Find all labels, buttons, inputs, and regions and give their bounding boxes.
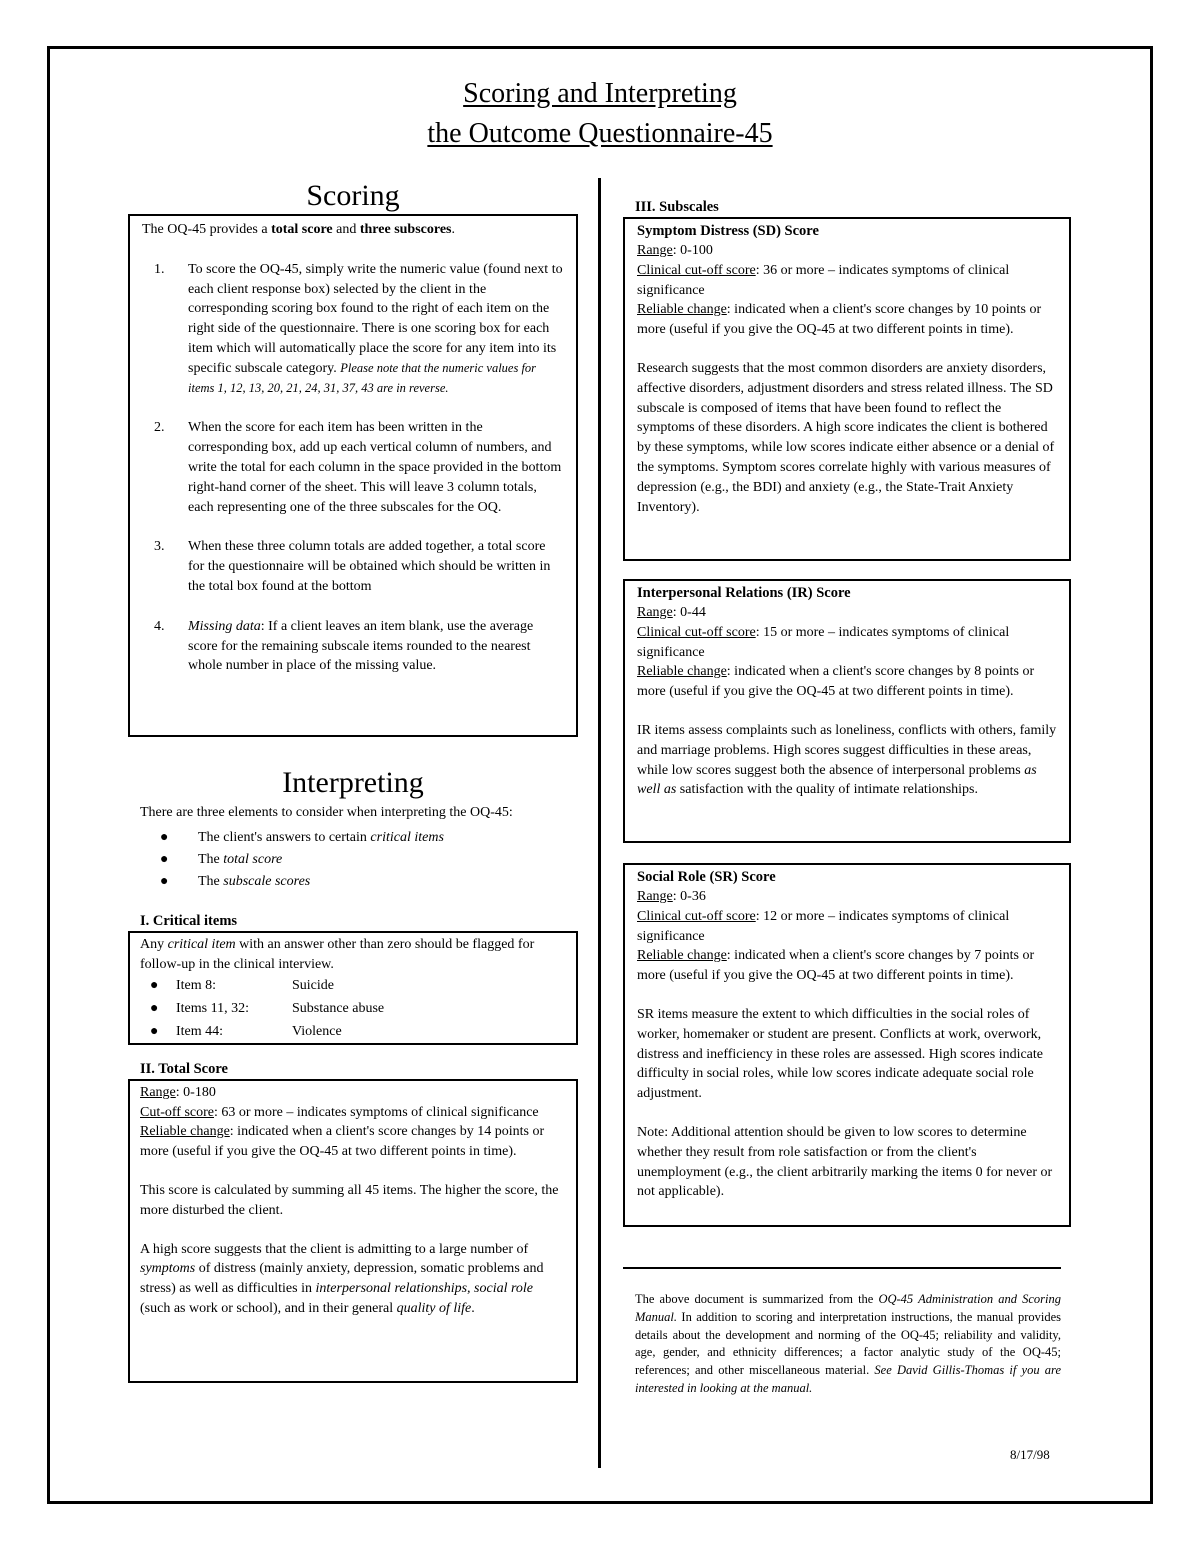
- sr-cutoff: Clinical cut-off score: 12 or more – indicates symptoms of clinical significance: [637, 908, 1010, 944]
- scoring-step: 1. To score the OQ-45, simply write the numeric value (found next to each client response box) selected by the client in the corresponding scoring box found to the right of each item on the right side of the questionnaire. There is one scoring box for each item which will automatically place the score for any item into its specific subscale category. Please note that the numeric values for items 1, 12, 13, 20, 21, 24, 31, 37, 43 are in reverse.: [154, 261, 563, 395]
- ir-cutoff: Clinical cut-off score: 15 or more – indicates symptoms of clinical significance: [637, 624, 1010, 660]
- interpreting-bullets: [128, 827, 578, 893]
- scoring-step: 3. When these three column totals are added together, a total score for the questionnaire will be obtained which should be written in the total box found at the bottom: [154, 539, 551, 594]
- sr-range: Range: 0-36: [637, 889, 706, 904]
- left-column: [128, 178, 578, 1383]
- total-paragraph-1: This score is calculated by summing all 45 items. The higher the score, the more disturbed the client.: [140, 1182, 559, 1218]
- sd-reliable-change: Reliable change: indicated when a client's score changes by 10 points or more (useful if you give the OQ-45 at two different points in time).: [637, 302, 1042, 338]
- ir-paragraph: IR items assess complaints such as loneliness, conflicts with others, family and marriage problems. High scores suggest difficulties in these areas, while low scores suggest both the absence of interpersonal problems as well as satisfaction with the quality of intimate relationships.: [637, 722, 1057, 798]
- critical-item-row: ● Item 44: Violence: [150, 1024, 342, 1040]
- ir-title: Interpersonal Relations (IR) Score: [637, 585, 851, 601]
- interpreting-intro: There are three elements to consider when interpreting the OQ-45:: [140, 805, 513, 820]
- sd-range: Range: 0-100: [637, 243, 713, 258]
- interpreting-heading: Interpreting: [282, 766, 424, 799]
- sr-reliable-change: Reliable change: indicated when a client's score changes by 7 points or more (useful if you give the OQ-45 at two different points in time).: [637, 948, 1035, 984]
- total-score-heading: II. Total Score: [140, 1060, 228, 1077]
- scoring-steps: [142, 260, 564, 676]
- title-line-2: the Outcome Questionnaire-45: [427, 118, 773, 149]
- list-item: ● The subscale scores: [160, 873, 311, 889]
- list-item: ● The client's answers to certain critical items: [160, 829, 444, 845]
- sr-paragraph-1: SR items measure the extent to which difficulties in the social roles of worker, homemaker or student are present. Conflicts at work, overwork, distress and inefficiency in these roles are assessed. High scores indicate difficulty in social roles, while low scores indicate adequate social role adjustment.: [637, 1006, 1043, 1102]
- column-divider: [598, 178, 601, 1468]
- ir-range: Range: 0-44: [637, 605, 706, 620]
- ir-reliable-change: Reliable change: indicated when a client's score changes by 8 points or more (useful if you give the OQ-45 at two different points in time).: [637, 664, 1035, 700]
- sd-score-box: [623, 217, 1071, 561]
- ir-score-box: [623, 579, 1071, 843]
- critical-heading: I. Critical items: [140, 912, 238, 929]
- sr-paragraph-2: Note: Additional attention should be given to low scores to determine whether they result from role satisfaction or from the client's unemployment (e.g., the client arbitrarily marking the items 0 for never or not applicable).: [637, 1124, 1053, 1200]
- footnote-separator: [623, 1267, 1061, 1269]
- critical-items-box: [128, 931, 578, 1045]
- sr-title: Social Role (SR) Score: [637, 869, 776, 885]
- subscales-heading: III. Subscales: [635, 199, 719, 215]
- total-cutoff: Cut-off score: 63 or more – indicates symptoms of clinical significance: [140, 1104, 539, 1120]
- critical-intro: Any critical item with an answer other than zero should be flagged for follow-up in the clinical interview.: [140, 936, 535, 972]
- critical-item-row: ● Items 11, 32: Substance abuse: [150, 1001, 385, 1017]
- scoring-box: [128, 214, 578, 737]
- critical-item-row: ● Item 8: Suicide: [150, 978, 334, 994]
- total-score-box: [128, 1079, 578, 1383]
- footnote: The above document is summarized from the OQ-45 Administration and Scoring Manual. In addition to scoring and interpretation instructions, the manual provides details about the development and norming of the OQ-45; reliability and validity, age, gender, and ethnicity differences; a factor analytic study of the OQ-45; references; and other miscellaneous material. See David Gillis-Thomas if you are interested in looking at the manual.: [635, 1292, 1061, 1395]
- total-reliable-change: Reliable change: indicated when a client's score changes by 14 points or more (useful if you give the OQ-45 at two different points in time).: [140, 1124, 545, 1160]
- sd-cutoff: Clinical cut-off score: 36 or more – indicates symptoms of clinical significance: [637, 262, 1010, 298]
- scoring-heading: Scoring: [306, 179, 400, 212]
- list-item: ● The total score: [160, 851, 283, 867]
- title-line-1: Scoring and Interpreting: [463, 78, 737, 109]
- total-range: Range: 0-180: [140, 1084, 216, 1100]
- document-title: [0, 74, 1200, 154]
- document-date: 8/17/98: [1010, 1447, 1050, 1462]
- sr-score-box: [623, 863, 1071, 1227]
- scoring-step: 2. When the score for each item has been written in the corresponding box, add up each vertical column of numbers, and write the total for each column in the space provided in the bottom right-hand corner of the sheet. This will leave 3 column totals, each representing one of the three subscales for the OQ.: [154, 420, 562, 515]
- right-column: [623, 197, 1071, 1398]
- sd-paragraph: Research suggests that the most common disorders are anxiety disorders, affective disorders, adjustment disorders and stress related illness. The SD subscale is composed of items that have been found to reflect the symptoms of these disorders. A high score indicates the client is bothered by these symptoms, while low scores indicate either absence or a denial of the symptoms. Symptom scores correlate highly with various measures of depression (e.g., the BDI) and anxiety (e.g., the State-Trait Anxiety Inventory).: [637, 360, 1055, 515]
- total-paragraph-2: A high score suggests that the client is admitting to a large number of symptoms of distress (mainly anxiety, depression, somatic problems and stress) as well as difficulties in interpersonal relationships, social role (such as work or school), and in their general quality of life.: [140, 1241, 544, 1316]
- sd-title: Symptom Distress (SD) Score: [637, 223, 819, 239]
- scoring-intro: The OQ-45 provides a total score and three subscores.: [142, 222, 456, 237]
- scoring-step: 4. Missing data: If a client leaves an item blank, use the average score for the remaining subscale items rounded to the nearest whole number in place of the missing value.: [154, 618, 534, 674]
